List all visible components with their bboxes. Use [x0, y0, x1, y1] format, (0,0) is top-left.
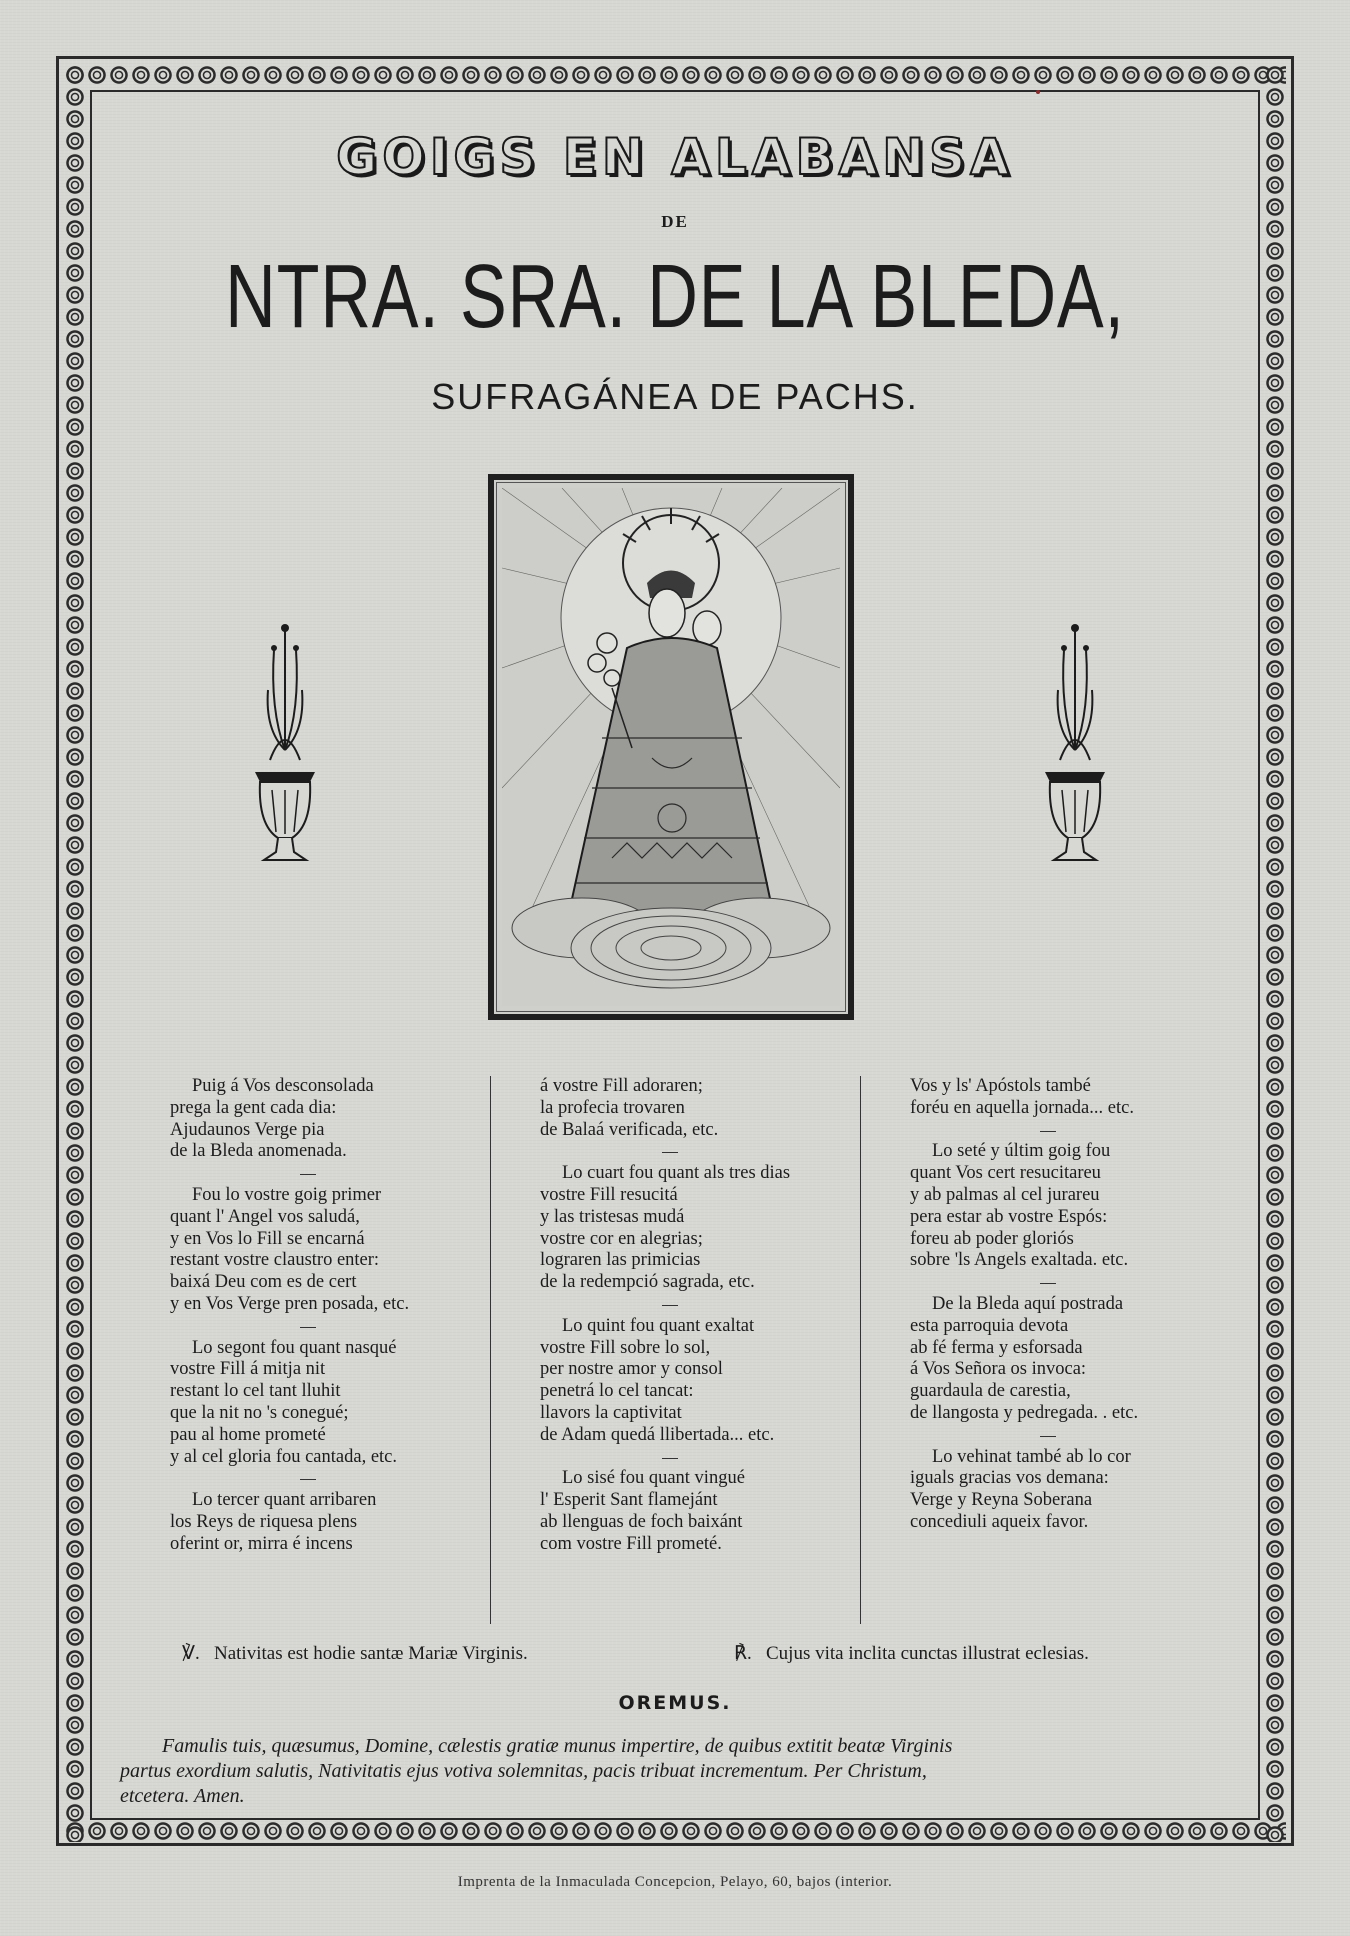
ornament-band-right [1264, 64, 1286, 1842]
verse-line: penetrá lo cel tancat: [540, 1381, 694, 1402]
verse-line: quant Vos cert resucitareu [910, 1163, 1101, 1184]
verse-line: Vos y ls' Apóstols també [910, 1076, 1091, 1096]
verse-line: iguals gracias vos demana: [910, 1468, 1109, 1489]
verse-line: concediuli aqueix favor. [910, 1511, 1089, 1532]
stanza [910, 1294, 1138, 1425]
title-main: NTRA. SRA. DE LA BLEDA, [225, 247, 1125, 347]
verse-column-2 [540, 1076, 790, 1556]
ornament-band-left [64, 64, 86, 1842]
ink-speck [1036, 90, 1040, 94]
stanza [170, 1185, 409, 1316]
verse-line: Lo segont fou quant nasqué [192, 1337, 397, 1358]
verse-line: vostre cor en alegrias; [540, 1228, 703, 1249]
column-divider [490, 1076, 491, 1624]
verse-line: sobre 'ls Angels exaltada. etc. [910, 1250, 1129, 1271]
verse-line: prega la gent cada dia: [170, 1097, 337, 1118]
verse-line: esta parroquia devota [910, 1315, 1069, 1336]
stanza-separator [170, 1468, 409, 1490]
prayer-line: Famulis tuis, quæsumus, Domine, cælestis gratiæ munus impertire, de quibus extitit beatæ Virginis [162, 1735, 953, 1757]
verse-line: y en Vos lo Fill se encarná [170, 1228, 365, 1249]
verse-line: foreu ab poder gloriós [910, 1228, 1074, 1249]
verse-line: ab fé ferma y esforsada [910, 1337, 1083, 1358]
verse-line: y al cel gloria fou cantada, etc. [170, 1446, 398, 1467]
versicle-symbol: ℣. [182, 1643, 200, 1664]
flower-vase-left-icon [240, 610, 330, 870]
verse-line: baixá Deu com es de cert [170, 1272, 357, 1293]
stanza-separator [540, 1141, 790, 1163]
printer-imprint: Imprenta de la Inmaculada Concepcion, Pelayo, 60, bajos (interior. [457, 1874, 893, 1890]
stanza-separator [910, 1425, 1138, 1447]
stanza [540, 1163, 790, 1294]
verse-line: que la nit no 's conegué; [170, 1402, 349, 1423]
verse-column-3 [910, 1076, 1138, 1534]
verse-line: vostre Fill resucitá [540, 1184, 678, 1205]
verse-line: l' Esperit Sant flamejánt [540, 1490, 718, 1511]
virgin-engraving-frame [488, 474, 854, 1020]
verse-column-1 [170, 1076, 409, 1556]
stanza [910, 1076, 1138, 1120]
stanza-separator [910, 1272, 1138, 1294]
verse-line: de Adam quedá llibertada... etc. [540, 1424, 775, 1445]
stanza [540, 1076, 790, 1141]
verse-line: Lo sisé fou quant vingué [562, 1468, 745, 1489]
verse-line: de llangosta y pedregada. . etc. [910, 1402, 1139, 1423]
versicle-text: Nativitas est hodie santæ Mariæ Virginis. [214, 1643, 528, 1664]
verse-line: llavors la captivitat [540, 1402, 682, 1423]
title-de: DE [661, 212, 689, 231]
verse-line: com vostre Fill prometé. [540, 1533, 722, 1554]
verse-line: la profecia trovaren [540, 1097, 685, 1118]
verse-line: vostre Fill sobre lo sol, [540, 1337, 711, 1358]
stanza-separator [170, 1163, 409, 1185]
verse-line: Lo vehinat també ab lo cor [932, 1446, 1131, 1467]
prayer-text [120, 1734, 1232, 1809]
prayer-line: etcetera. Amen. [120, 1785, 245, 1807]
verse-line: Puig á Vos desconsolada [192, 1076, 374, 1096]
column-divider [860, 1076, 861, 1624]
verse-line: y en Vos Verge pren posada, etc. [170, 1293, 410, 1314]
verse-line: vostre Fill á mitja nit [170, 1359, 326, 1380]
verse-line: restant lo cel tant lluhit [170, 1381, 341, 1402]
verse-line: de la redempció sagrada, etc. [540, 1272, 755, 1293]
verse-line: restant vostre claustro enter: [170, 1250, 380, 1271]
prayer-line: partus exordium salutis, Nativitatis ejus votiva solemnitas, pacis tribuat incrementum. Per Christum, [120, 1760, 927, 1782]
verse-line: De la Bleda aquí postrada [932, 1293, 1124, 1314]
verse-line: Ajudaunos Verge pia [170, 1119, 325, 1140]
verse-line: Fou lo vostre goig primer [192, 1184, 382, 1205]
stanza-separator [910, 1120, 1138, 1142]
verse-line: guardaula de carestia, [910, 1381, 1071, 1402]
verse-line: Lo tercer quant arribaren [192, 1490, 377, 1511]
verse-line: quant l' Angel vos saludá, [170, 1206, 360, 1227]
virgin-and-child-icon [502, 488, 840, 1006]
verse-line: pera estar ab vostre Espós: [910, 1206, 1108, 1227]
ornament-band-top [64, 64, 1286, 86]
stanza-separator [540, 1294, 790, 1316]
verse-line: los Reys de riquesa plens [170, 1511, 358, 1532]
verse-line: ab llenguas de foch baixánt [540, 1511, 743, 1532]
stanza-separator [540, 1447, 790, 1469]
verses-section [160, 1076, 1200, 1624]
stanza [540, 1468, 790, 1555]
stanza-separator [170, 1316, 409, 1338]
verse-line: y ab palmas al cel jurareu [910, 1184, 1100, 1205]
response-symbol: ℟. [734, 1643, 752, 1664]
verse-line: per nostre amor y consol [540, 1359, 723, 1380]
verse-line: oferint or, mirra é incens [170, 1533, 353, 1554]
stanza [910, 1447, 1138, 1534]
verse-line: Lo cuart fou quant als tres dias [562, 1163, 791, 1184]
stanza [910, 1141, 1138, 1272]
stanza [170, 1076, 409, 1163]
verse-line: á Vos Señora os invoca: [910, 1359, 1087, 1380]
ornament-band-bottom [64, 1820, 1286, 1842]
verse-line: de la Bleda anomenada. [170, 1141, 347, 1162]
stanza [170, 1338, 409, 1469]
response [734, 1642, 1089, 1665]
stanza [540, 1316, 790, 1447]
verse-line: Verge y Reyna Soberana [910, 1490, 1093, 1511]
title-subtitle: SUFRAGÁNEA DE PACHS. [431, 376, 919, 417]
verse-line: de Balaá verificada, etc. [540, 1119, 719, 1140]
flower-vase-right-icon [1030, 610, 1120, 870]
verse-line: lograren las primicias [540, 1250, 701, 1271]
verse-line: Lo seté y últim goig fou [932, 1141, 1111, 1162]
verse-line: Lo quint fou quant exaltat [562, 1315, 755, 1336]
stanza [170, 1490, 409, 1555]
versicle [182, 1642, 528, 1665]
verse-line: foréu en aquella jornada... etc. [910, 1097, 1134, 1118]
verse-line: á vostre Fill adoraren; [540, 1076, 703, 1096]
oremus-heading: OREMUS. [618, 1692, 732, 1714]
title-goigs: GOIGS EN ALABANSA [336, 128, 1014, 186]
verse-line: pau al home prometé [170, 1424, 326, 1445]
verse-line: y las tristesas mudá [540, 1206, 685, 1227]
response-text: Cujus vita inclita cunctas illustrat eclesias. [766, 1643, 1089, 1664]
